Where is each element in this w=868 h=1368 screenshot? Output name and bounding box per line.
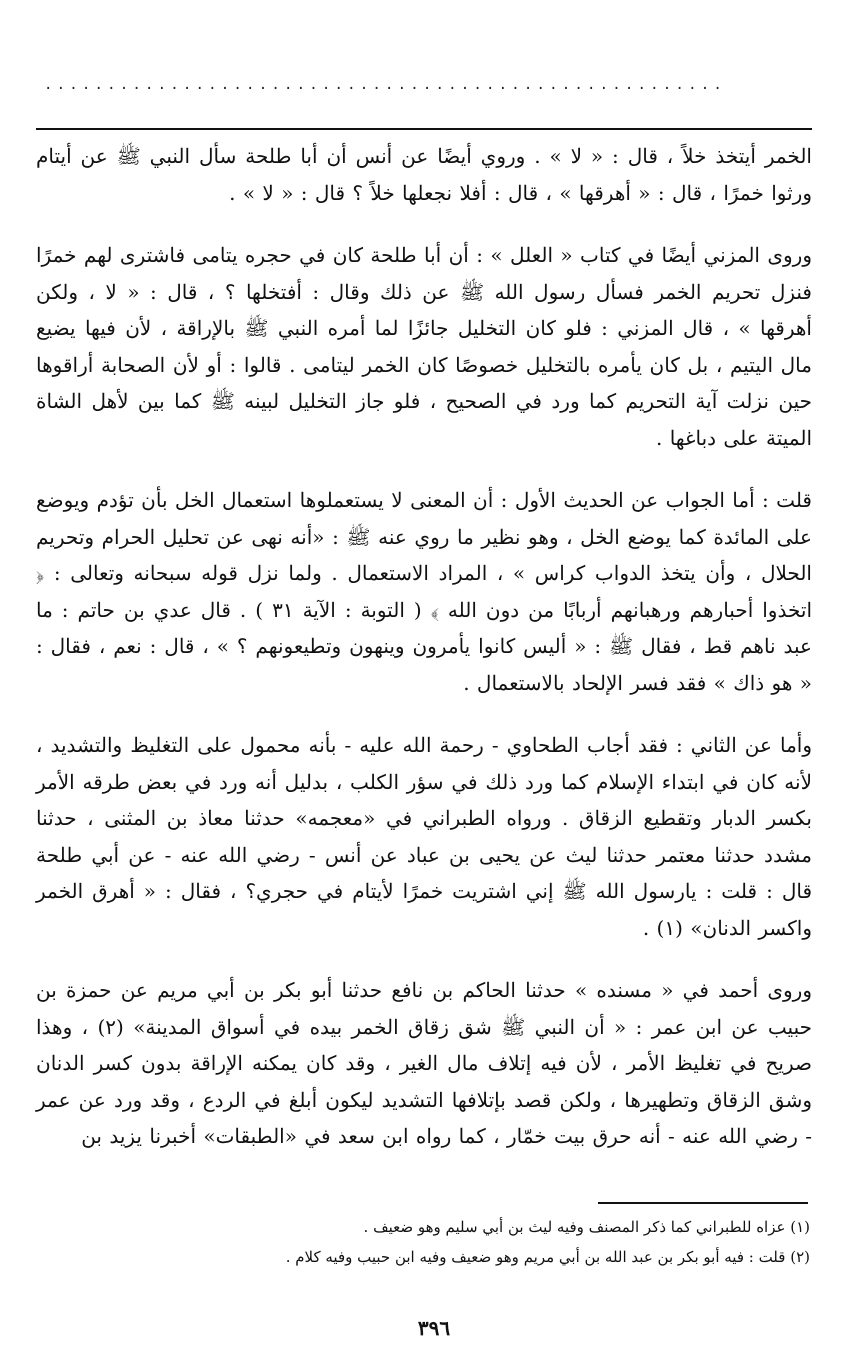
- paragraph-4: وأما عن الثاني : فقد أجاب الطحاوي - رحمة الله عليه - بأنه محمول على التغليظ والتشديد ، لأنه كان في ابتداء الإسلام كما ورد ذلك في سؤر الكلب ، بدليل أنه ورد في بعض طرقه الأمر بكسر الدبار وتقطيع الزقاق . ورواه الطبراني في «معجمه» حدثنا معاذ بن المثنى ، حدثنا مشدد حدثنا معتمر حدثنا ليث عن يحيى بن عباد عن أنس - رضي الله عنه - عن أبي طلحة قال : قلت : يارسول الله ﷺ إني اشتريت خمرًا لأيتام في حجري؟ ، فقال : « أهرق الخمر واكسر الدنان» (١) .: [36, 733, 812, 940]
- paragraph-3: قلت : أما الجواب عن الحديث الأول : أن المعنى لا يستعملوها استعمال الخل بأن تؤدم ويوضع على المائدة كما يوضع الخل ، وهو نظير ما روي عنه ﷺ : «أنه نهى عن تحليل الحرام وتحريم الحلال ، وأن يتخذ الدواب كراس » ، المراد الاستعمال . ولما نزل قوله سبحانه وتعالى : ﴿ اتخذوا أحبارهم ورهبانهم أربابًا من دون الله ﴾ ( التوبة : الآية ٣١ ) . قال عدي بن حاتم : ما عبد ناهم قط ، فقال ﷺ : « أليس كانوا يأمرون وينهون وتطيعونهم ؟ » ، قال : نعم ، فقال : « هو ذاك » فقد فسر الإلحاد بالاستعمال .: [36, 488, 812, 695]
- page-body: [36, 138, 812, 1181]
- paragraph-1: الخمر أيتخذ خلاً ، قال : « لا » . وروي أيضًا عن أنس أن أبا طلحة سأل النبي ﷺ عن أيتام ورثوا خمرًا ، قال : « أهرقها » ، قال : أفلا نجعلها خلاً ؟ قال : « لا » .: [36, 144, 812, 205]
- paragraph-2: وروى المزني أيضًا في كتاب « العلل » : أن أبا طلحة كان في حجره يتامى فاشترى لهم خمرًا فنزل تحريم الخمر فسأل رسول الله ﷺ عن ذلك وقال : أفتخلها ؟ ، قال : « لا ، ولكن أهرقها » ، قال المزني : فلو كان التخليل جائزًا لما أمره النبي ﷺ بالإراقة ، لأن فيها يضيع مال اليتيم ، بل كان يأمره بالتخليل خصوصًا كان الخمر ليتامى . قالوا : أو لأن الصحابة أراقوها حين نزلت آية التحريم كما ورد في الصحيح ، فلو جاز التخليل لبينه ﷺ كما بين لأهل الشاة الميتة على دباغها .: [36, 243, 812, 450]
- footnote-rule: [598, 1202, 808, 1204]
- page-number: ٣٩٦: [417, 1316, 451, 1340]
- header-dotted-line: ......................................................: [44, 78, 726, 92]
- header-rule: [36, 128, 812, 130]
- footnote-2: (٢) قلت : فيه أبو بكر بن عبد الله بن أبي مريم وهو ضعيف وفيه ابن حبيب وفيه كلام .: [285, 1248, 810, 1266]
- footnotes: [40, 1212, 810, 1272]
- paragraph-5: وروى أحمد في « مسنده » حدثنا الحاكم بن نافع حدثنا أبو بكر بن أبي مريم عن حمزة بن حبيب عن ابن عمر : « أن النبي ﷺ شق زقاق الخمر بيده في أسواق المدينة» (٢) ، وهذا صريح في تغليظ الأمر ، لأن فيه إتلاف مال الغير ، وقد كان يمكنه الإراقة بدون كسر الدنان وشق الزقاق وتطهيرها ، ولكن قصد بإتلافها التشديد ليكون أبلغ في الردع ، وقد ورد عن عمر - رضي الله عنه - أنه حرق بيت خمّار ، كما رواه ابن سعد في «الطبقات» أخبرنا يزيد بن: [36, 978, 812, 1148]
- footnote-1: (١) عزاه للطبراني كما ذكر المصنف وفيه ليث بن أبي سليم وهو ضعيف .: [363, 1218, 810, 1236]
